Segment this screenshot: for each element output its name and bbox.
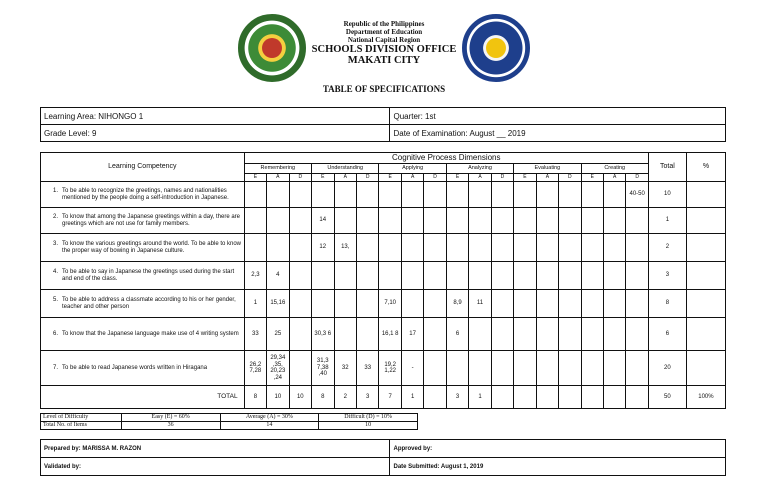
difficulty-sub-header: A — [401, 174, 423, 182]
difficulty-label: Level of Difficulty — [41, 414, 122, 422]
learning-area: Learning Area: NIHONGO 1 — [41, 108, 390, 125]
item-cell — [334, 208, 356, 234]
item-cell — [289, 318, 311, 351]
percent-header: % — [686, 153, 725, 182]
item-cell — [379, 234, 401, 262]
item-cell: 32 — [334, 351, 356, 386]
item-cell: 7,10 — [379, 290, 401, 318]
item-cell — [559, 351, 581, 386]
item-cell — [626, 290, 648, 318]
item-cell — [514, 234, 536, 262]
competency-text: To know that the Japanese language make use of 4 writing system — [62, 330, 239, 337]
item-cell — [491, 351, 513, 386]
level-header: Remembering — [244, 164, 311, 174]
level-header: Understanding — [312, 164, 379, 174]
signature-table — [40, 439, 726, 476]
prepared-by: Prepared by: MARISSA M. RAZON — [41, 440, 390, 458]
item-cell — [514, 318, 536, 351]
item-cell — [356, 234, 378, 262]
item-cell — [581, 208, 603, 234]
item-cell — [559, 208, 581, 234]
item-cell — [626, 318, 648, 351]
grand-percent: 100% — [686, 386, 725, 409]
item-cell — [514, 182, 536, 208]
item-cell — [626, 262, 648, 290]
item-cell — [559, 290, 581, 318]
item-cell — [446, 262, 468, 290]
item-cell: 2,3 — [244, 262, 266, 290]
row-percent — [686, 318, 725, 351]
item-cell — [604, 262, 626, 290]
total-cell: 8 — [244, 386, 266, 409]
item-cell — [289, 208, 311, 234]
difficult-percent: Difficult (D) = 10% — [319, 414, 418, 422]
difficulty-sub-header: E — [581, 174, 603, 182]
average-percent: Average (A) = 30% — [220, 414, 319, 422]
item-cell — [491, 182, 513, 208]
item-cell — [514, 208, 536, 234]
item-cell — [401, 182, 423, 208]
competency-cell — [41, 262, 245, 290]
item-cell: 17 — [401, 318, 423, 351]
item-cell — [446, 208, 468, 234]
competency-text: To be able to address a classmate according to his or her gender, teacher and other person — [62, 297, 236, 310]
competency-cell — [41, 208, 245, 234]
item-cell — [581, 290, 603, 318]
row-total: 3 — [648, 262, 686, 290]
difficulty-sub-header: A — [469, 174, 491, 182]
item-cell — [446, 182, 468, 208]
item-cell — [267, 182, 289, 208]
item-cell — [446, 234, 468, 262]
total-cell — [559, 386, 581, 409]
row-total: 6 — [648, 318, 686, 351]
difficulty-sub-header: E — [446, 174, 468, 182]
difficulty-sub-header: A — [334, 174, 356, 182]
item-cell — [334, 318, 356, 351]
item-cell — [469, 234, 491, 262]
date-submitted: Date Submitted: August 1, 2019 — [390, 458, 726, 476]
item-cell — [604, 182, 626, 208]
item-cell — [559, 182, 581, 208]
item-cell — [604, 290, 626, 318]
difficulty-sub-header: D — [626, 174, 648, 182]
item-cell — [424, 182, 446, 208]
item-cell: 19,2 1,22 — [379, 351, 401, 386]
difficulty-sub-header: D — [491, 174, 513, 182]
item-cell: 31,3 7,38 ,40 — [312, 351, 334, 386]
level-header: Evaluating — [514, 164, 581, 174]
total-cell: 10 — [267, 386, 289, 409]
item-cell — [491, 290, 513, 318]
item-cell — [559, 318, 581, 351]
row-percent — [686, 262, 725, 290]
item-cell: 33 — [356, 351, 378, 386]
item-cell — [536, 234, 558, 262]
item-cell — [604, 208, 626, 234]
item-cell — [244, 208, 266, 234]
total-label: TOTAL — [41, 386, 245, 409]
competency-number: 6. — [52, 330, 58, 337]
item-cell: 13, — [334, 234, 356, 262]
competency-number: 4. — [52, 269, 58, 275]
specification-table — [40, 152, 726, 409]
item-cell: 26,2 7,28 — [244, 351, 266, 386]
difficulty-table — [40, 413, 418, 430]
item-cell — [379, 182, 401, 208]
item-cell — [401, 262, 423, 290]
header-office: SCHOOLS DIVISION OFFICE — [311, 44, 457, 55]
item-cell: 16,1 8 — [379, 318, 401, 351]
competency-text: To know the various greetings around the world. To be able to know the proper way of bowing in Japanese culture. — [62, 241, 241, 254]
item-cell: 40-50 — [626, 182, 648, 208]
row-percent — [686, 351, 725, 386]
validated-by: Validated by: — [41, 458, 390, 476]
row-percent — [686, 182, 725, 208]
total-cell: 2 — [334, 386, 356, 409]
difficulty-sub-header: E — [514, 174, 536, 182]
header-department: Department of Education — [345, 28, 423, 36]
easy-count: 36 — [121, 422, 220, 430]
item-cell: 14 — [312, 208, 334, 234]
document-title: TABLE OF SPECIFICATIONS — [322, 84, 446, 94]
item-cell — [581, 318, 603, 351]
competency-row — [41, 351, 726, 386]
quarter: Quarter: 1st — [390, 108, 726, 125]
competency-cell — [41, 234, 245, 262]
document-header — [0, 14, 768, 84]
competency-text: To be able to say in Japanese the greetings used during the start and end of the class. — [62, 269, 235, 282]
item-cell — [401, 208, 423, 234]
item-cell — [289, 351, 311, 386]
difficulty-sub-header: D — [289, 174, 311, 182]
item-cell — [424, 262, 446, 290]
difficulty-sub-header: A — [536, 174, 558, 182]
competency-cell — [41, 351, 245, 386]
competency-row — [41, 208, 726, 234]
item-cell — [424, 290, 446, 318]
approved-by: Approved by: — [390, 440, 726, 458]
difficulty-sub-header: A — [604, 174, 626, 182]
item-cell — [379, 262, 401, 290]
row-total: 10 — [648, 182, 686, 208]
grand-total: 50 — [648, 386, 686, 409]
competency-row — [41, 234, 726, 262]
competency-text: To be able to read Japanese words written in Hiragana — [62, 364, 208, 371]
total-cell — [424, 386, 446, 409]
difficult-count: 10 — [319, 422, 418, 430]
item-cell — [267, 208, 289, 234]
item-cell — [604, 351, 626, 386]
item-cell — [446, 351, 468, 386]
competency-number: 5. — [52, 297, 58, 303]
item-cell — [626, 234, 648, 262]
average-count: 14 — [220, 422, 319, 430]
item-cell — [424, 351, 446, 386]
item-cell — [401, 290, 423, 318]
row-total: 8 — [648, 290, 686, 318]
item-cell — [604, 318, 626, 351]
competency-row — [41, 290, 726, 318]
info-table — [40, 107, 726, 142]
total-cell — [626, 386, 648, 409]
item-cell — [267, 234, 289, 262]
item-cell: 15,16 — [267, 290, 289, 318]
item-cell — [581, 351, 603, 386]
competency-row — [41, 262, 726, 290]
header-region: National Capital Region — [347, 36, 421, 44]
item-cell — [536, 318, 558, 351]
item-cell — [514, 290, 536, 318]
item-cell — [491, 234, 513, 262]
item-cell — [244, 182, 266, 208]
difficulty-sub-header: E — [312, 174, 334, 182]
level-header: Analyzing — [446, 164, 513, 174]
item-cell — [312, 182, 334, 208]
item-cell — [334, 262, 356, 290]
item-cell: 25 — [267, 318, 289, 351]
item-cell — [289, 262, 311, 290]
item-cell: 11 — [469, 290, 491, 318]
item-cell: 29,34 ,35, 20,23 ,24 — [267, 351, 289, 386]
total-cell: 3 — [446, 386, 468, 409]
competency-cell — [41, 182, 245, 208]
item-cell — [312, 262, 334, 290]
difficulty-sub-header: D — [356, 174, 378, 182]
total-cell: 8 — [312, 386, 334, 409]
item-cell: 33 — [244, 318, 266, 351]
header-city: MAKATI CITY — [347, 55, 421, 66]
total-cell: 10 — [289, 386, 311, 409]
competency-row — [41, 182, 726, 208]
item-cell — [289, 234, 311, 262]
header-republic: Republic of the Philippines — [343, 20, 425, 28]
row-percent — [686, 290, 725, 318]
item-cell — [536, 182, 558, 208]
item-cell — [469, 208, 491, 234]
item-cell — [356, 290, 378, 318]
item-cell — [334, 182, 356, 208]
item-cell — [536, 208, 558, 234]
item-cell — [312, 290, 334, 318]
item-cell — [334, 290, 356, 318]
total-cell — [581, 386, 603, 409]
item-cell — [536, 290, 558, 318]
competency-number: 3. — [52, 241, 58, 247]
item-cell — [626, 351, 648, 386]
item-cell — [424, 208, 446, 234]
competency-header: Learning Competency — [41, 153, 245, 182]
item-cell — [491, 262, 513, 290]
row-percent — [686, 208, 725, 234]
competency-cell — [41, 290, 245, 318]
difficulty-sub-header: D — [424, 174, 446, 182]
item-cell: 1 — [244, 290, 266, 318]
item-cell — [424, 234, 446, 262]
item-cell — [356, 182, 378, 208]
competency-row — [41, 318, 726, 351]
row-total: 2 — [648, 234, 686, 262]
item-cell — [379, 208, 401, 234]
competency-number: 2. — [52, 214, 58, 220]
competency-cell — [41, 318, 245, 351]
item-cell — [491, 208, 513, 234]
item-cell — [536, 351, 558, 386]
header-text — [0, 20, 768, 66]
total-cell — [604, 386, 626, 409]
row-total: 1 — [648, 208, 686, 234]
item-cell — [559, 262, 581, 290]
total-cell — [491, 386, 513, 409]
item-cell — [626, 208, 648, 234]
row-total: 20 — [648, 351, 686, 386]
item-cell — [469, 262, 491, 290]
difficulty-sub-header: E — [244, 174, 266, 182]
item-cell — [581, 182, 603, 208]
item-cell — [581, 262, 603, 290]
total-cell: 1 — [401, 386, 423, 409]
items-label: Total No. of Items — [41, 422, 122, 430]
item-cell — [559, 234, 581, 262]
total-header: Total — [648, 153, 686, 182]
item-cell — [469, 318, 491, 351]
total-cell: 3 — [356, 386, 378, 409]
competency-text: To know that among the Japanese greetings within a day, there are greetings which are not use for family members. — [62, 214, 240, 227]
level-header: Creating — [581, 164, 648, 174]
item-cell — [289, 290, 311, 318]
easy-percent: Easy (E) = 60% — [121, 414, 220, 422]
item-cell — [536, 262, 558, 290]
total-cell — [514, 386, 536, 409]
item-cell — [424, 318, 446, 351]
row-percent — [686, 234, 725, 262]
cpd-header: Cognitive Process Dimensions — [244, 153, 648, 164]
item-cell: - — [401, 351, 423, 386]
difficulty-sub-header: D — [559, 174, 581, 182]
item-cell: 30,3 6 — [312, 318, 334, 351]
total-cell: 7 — [379, 386, 401, 409]
grade-level: Grade Level: 9 — [41, 125, 390, 142]
item-cell: 12 — [312, 234, 334, 262]
competency-number: 1. — [52, 188, 58, 194]
level-header: Applying — [379, 164, 446, 174]
item-cell — [604, 234, 626, 262]
item-cell: 6 — [446, 318, 468, 351]
total-cell — [536, 386, 558, 409]
item-cell — [491, 318, 513, 351]
item-cell — [244, 234, 266, 262]
item-cell — [514, 351, 536, 386]
item-cell — [356, 208, 378, 234]
item-cell — [581, 234, 603, 262]
item-cell — [469, 351, 491, 386]
difficulty-sub-header: E — [379, 174, 401, 182]
competency-text: To be able to recognize the greetings, names and nationalities mentioned by the people doing a self-introduction in Japanese. — [62, 188, 229, 201]
item-cell: 4 — [267, 262, 289, 290]
item-cell — [401, 234, 423, 262]
item-cell: 8,9 — [446, 290, 468, 318]
exam-date: Date of Examination: August __ 2019 — [390, 125, 726, 142]
item-cell — [469, 182, 491, 208]
competency-number: 7. — [52, 364, 58, 371]
item-cell — [356, 262, 378, 290]
item-cell — [289, 182, 311, 208]
item-cell — [514, 262, 536, 290]
total-cell: 1 — [469, 386, 491, 409]
item-cell — [356, 318, 378, 351]
difficulty-sub-header: A — [267, 174, 289, 182]
